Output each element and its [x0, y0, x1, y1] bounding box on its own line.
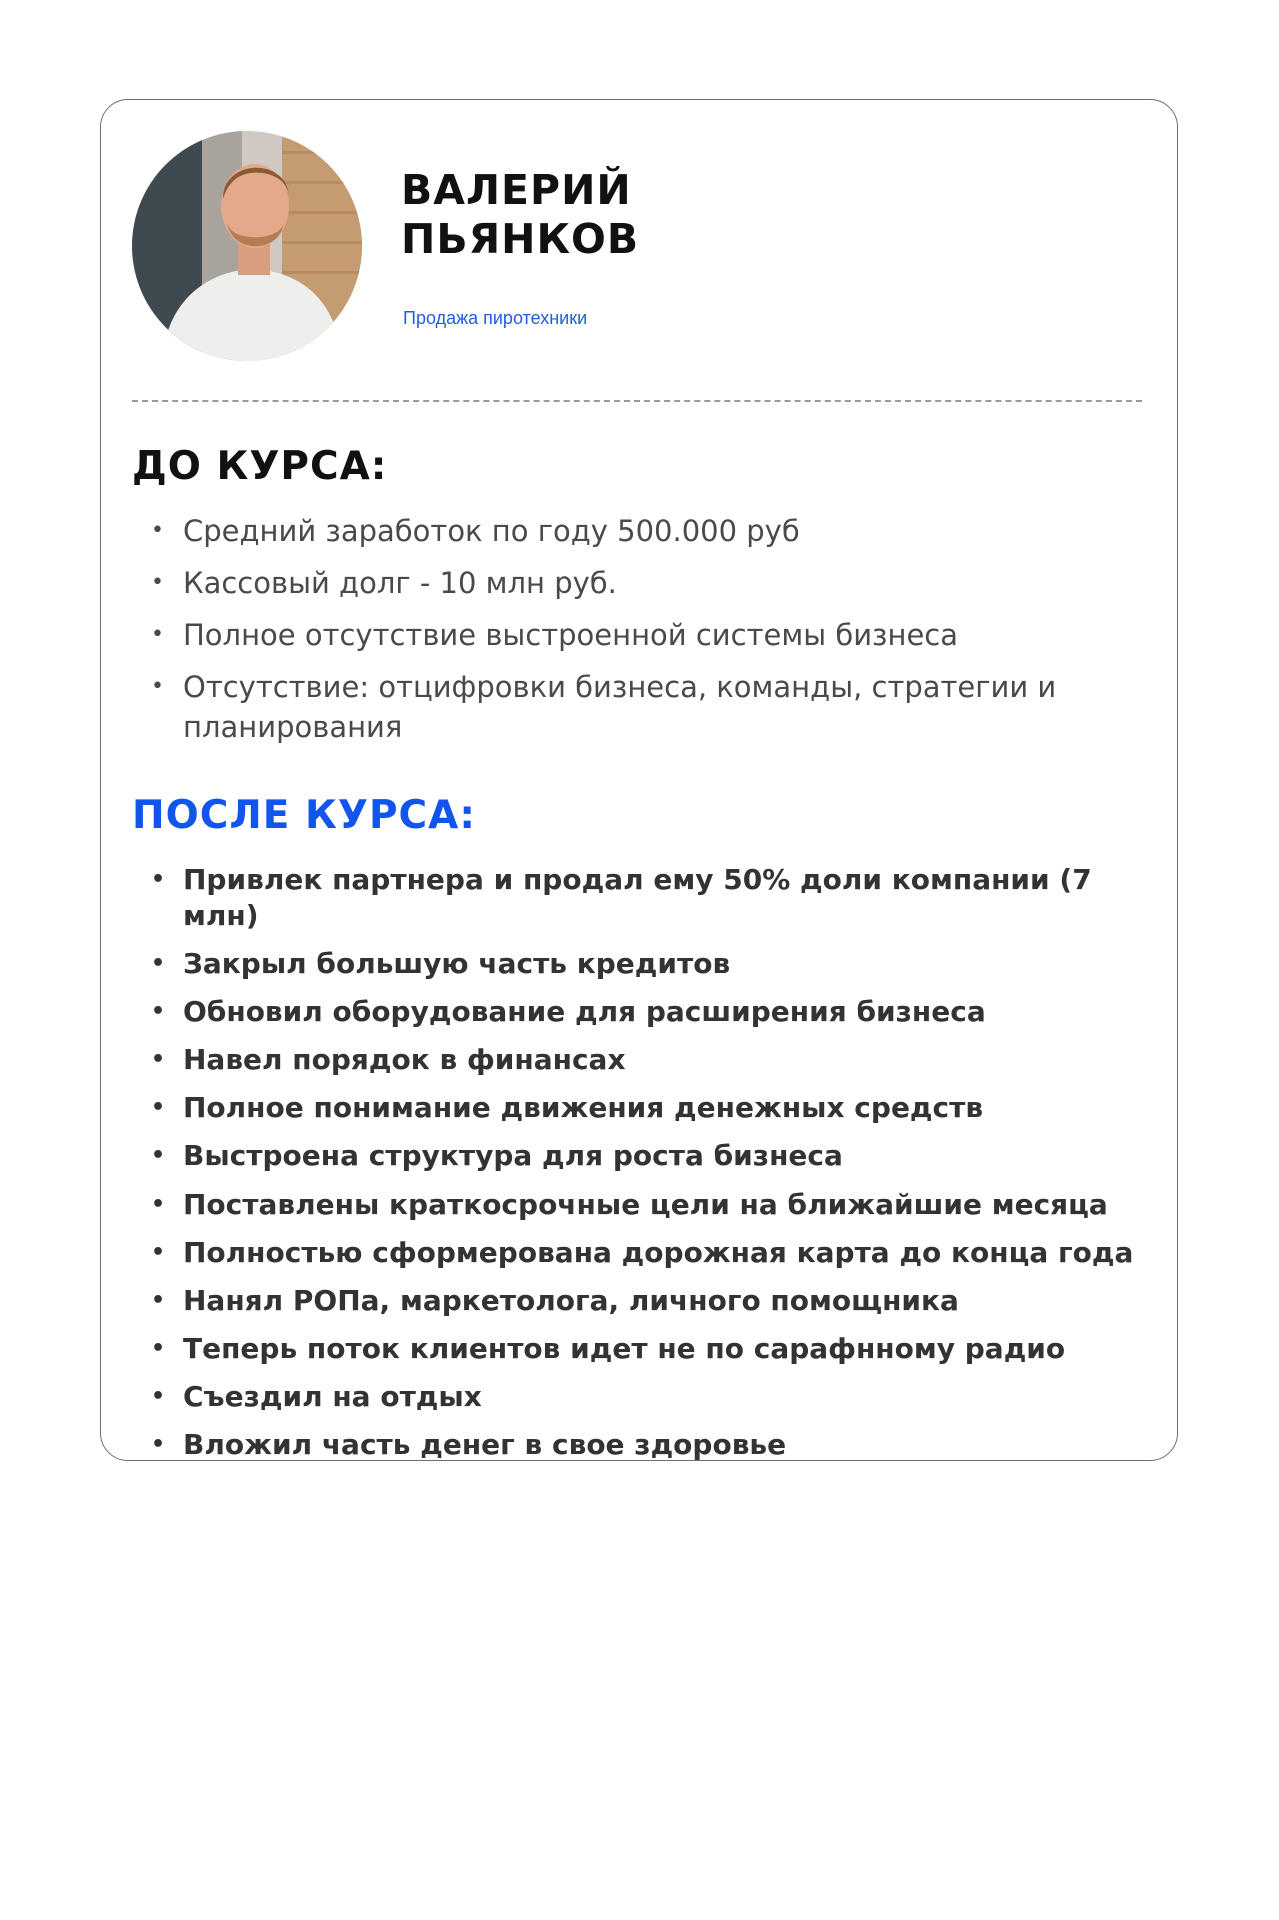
bullet-icon: • — [151, 622, 164, 647]
list-item — [151, 1379, 1151, 1415]
testimonial-card — [100, 99, 1178, 1461]
list-item-text: Нанял РОПа, маркетолога, личного помощника — [183, 1283, 959, 1317]
after-course-list — [151, 862, 1151, 1475]
list-item — [151, 563, 1151, 603]
list-item — [151, 1042, 1151, 1078]
after-course-title: ПОСЛЕ КУРСА: — [132, 793, 476, 838]
bullet-icon: • — [151, 1432, 166, 1458]
list-item — [151, 1427, 1151, 1463]
bullet-icon: • — [151, 518, 164, 543]
list-item-text: Кассовый долг - 10 млн руб. — [183, 566, 617, 600]
bullet-icon: • — [151, 674, 164, 699]
list-item — [151, 1090, 1151, 1126]
list-item-text: Вложил часть денег в свое здоровье — [183, 1428, 787, 1462]
list-item-text: Полное отсутствие выстроенной системы бизнеса — [183, 618, 958, 652]
list-item-text: Теперь поток клиентов идет не по сарафнному радио — [183, 1331, 1066, 1365]
bullet-icon: • — [151, 1095, 166, 1121]
bullet-icon: • — [151, 951, 166, 977]
list-item — [151, 1283, 1151, 1319]
person-first-name: ВАЛЕРИЙ — [401, 166, 632, 214]
list-item-text: Средний заработок по году 500.000 руб — [183, 514, 800, 548]
bullet-icon: • — [151, 1287, 166, 1313]
before-course-title: ДО КУРСА: — [132, 444, 388, 489]
dashed-divider — [132, 400, 1142, 402]
person-last-name: ПЬЯНКОВ — [401, 215, 640, 263]
bullet-icon: • — [151, 999, 166, 1025]
list-item-text: Полное понимание движения денежных средств — [183, 1091, 984, 1125]
business-subtitle: Продажа пиротехники — [403, 308, 588, 328]
bullet-icon: • — [151, 1335, 166, 1361]
list-item — [151, 862, 1151, 934]
portrait-photo — [132, 131, 362, 361]
bullet-icon: • — [151, 867, 166, 892]
list-item-text: Отсутствие: отцифровки бизнеса, команды, стратегии и планирования — [183, 670, 1057, 744]
list-item — [151, 511, 1151, 551]
list-item-text: Закрыл большую часть кредитов — [183, 947, 731, 981]
person-name — [401, 166, 639, 264]
list-item — [151, 1187, 1151, 1223]
bullet-icon: • — [151, 1047, 166, 1073]
list-item — [151, 946, 1151, 982]
list-item-text: Полностью сформерована дорожная карта до конца года — [183, 1235, 1134, 1269]
bullet-icon: • — [151, 1191, 166, 1217]
list-item — [151, 1331, 1151, 1367]
list-item-text: Выстроена структура для роста бизнеса — [183, 1139, 843, 1173]
list-item — [151, 994, 1151, 1030]
bullet-icon: • — [151, 1143, 166, 1169]
list-item — [151, 1235, 1151, 1271]
bullet-icon: • — [151, 1383, 166, 1409]
list-item — [151, 667, 1151, 747]
list-item — [151, 615, 1151, 655]
list-item-text: Привлек партнера и продал ему 50% доли компании (7 млн) — [183, 863, 1092, 932]
list-item-text: Съездил на отдых — [183, 1379, 482, 1413]
list-item-text: Навел порядок в финансах — [183, 1043, 626, 1077]
list-item-text: Обновил оборудование для расширения бизнеса — [183, 995, 986, 1029]
before-course-list — [151, 511, 1151, 759]
list-item-text: Поставлены краткосрочные цели на ближайшие месяца — [183, 1187, 1108, 1221]
bullet-icon: • — [151, 1239, 166, 1265]
avatar — [132, 131, 362, 361]
bullet-icon: • — [151, 570, 164, 595]
list-item — [151, 1138, 1151, 1174]
